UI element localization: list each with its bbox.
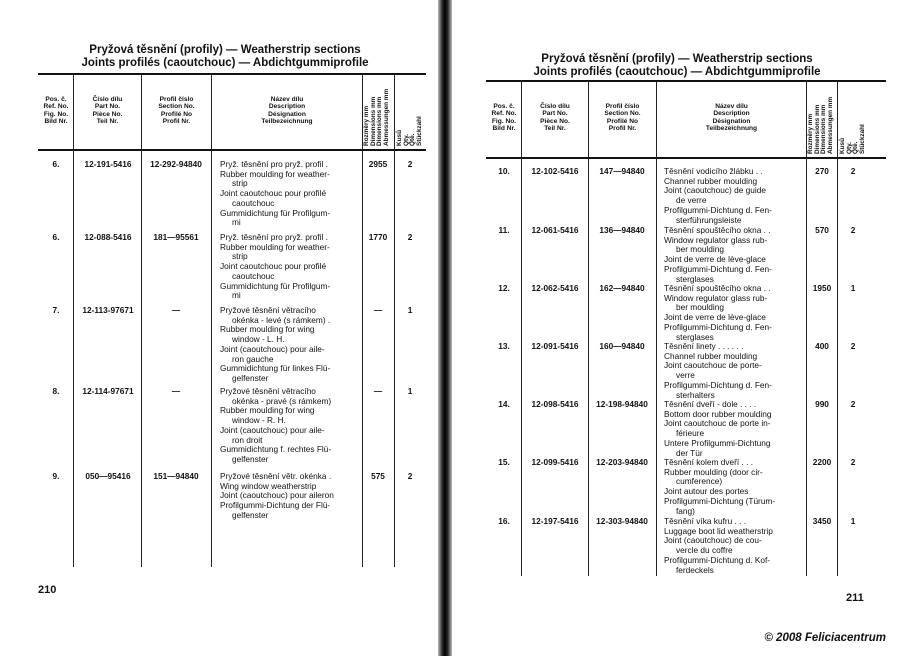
- description-line: Joint (caoutchouc) pour aile-: [220, 343, 325, 354]
- description-line: Channel rubber moulding: [664, 175, 758, 186]
- description-line: Joint caoutchouc de porte-: [664, 360, 762, 371]
- cell-pos: 7.: [52, 305, 60, 315]
- left-col-divider: [394, 75, 395, 567]
- right-header-rule: [486, 157, 886, 159]
- cell-profile: —: [171, 386, 181, 396]
- description-line: ferdeckels: [676, 564, 714, 575]
- description-line: Gummidichtung f. rechtes Flü-: [220, 444, 332, 455]
- cell-dims: 2955: [368, 159, 388, 169]
- description-line: de verre: [676, 195, 707, 206]
- description-line: gelfenster: [232, 509, 269, 520]
- right-col-divider: [656, 82, 657, 576]
- left-header-pos: Pos. č. Ref. No. Fig. No. Bild Nr.: [43, 96, 69, 125]
- cell-dims: 1770: [368, 232, 388, 242]
- part-description: [220, 233, 330, 301]
- description-line: Joint de verre de lève-glace: [664, 312, 766, 323]
- description-line: Rubber moulding for wing: [220, 405, 315, 416]
- description-line: Bottom door rubber moulding: [664, 408, 772, 419]
- description-line: Rubber moulding for weather-: [220, 241, 330, 252]
- description-line: sterführungsleiste: [676, 214, 742, 225]
- left-page: [0, 0, 438, 656]
- description-line: Rubber moulding for weather-: [220, 168, 330, 179]
- description-line: Rubber moulding for wing: [220, 324, 315, 335]
- description-line: Profilgummi-Dichtung d. Fen-: [664, 321, 772, 332]
- description-line: Joint (caoutchouc) de guide: [664, 185, 766, 196]
- description-line: ber moulding: [676, 302, 724, 313]
- left-header-rule: [38, 149, 426, 151]
- cell-dims: 575: [371, 471, 385, 481]
- part-description: [220, 160, 330, 228]
- description-line: Pryž. těsnění pro pryž. profil .: [220, 232, 328, 242]
- part-description: [220, 306, 330, 384]
- cell-qty: 2: [407, 232, 413, 242]
- cell-pos: 14.: [498, 399, 510, 409]
- cell-part: 050—95416: [85, 471, 131, 481]
- description-line: ber moulding: [676, 244, 724, 255]
- description-line: strip: [232, 178, 248, 189]
- description-line: Joint (caoutchouc) pour aile-: [220, 424, 325, 435]
- right-header-qty: Kusů Qty. Qté. Stückzahl: [839, 124, 866, 154]
- description-line: Těsnění kolem dveří . . .: [664, 457, 753, 467]
- cell-dims: 1950: [812, 283, 832, 293]
- cell-pos: 13.: [498, 341, 510, 351]
- description-line: Untere Profilgummi-Dichtung: [664, 437, 771, 448]
- description-line: Pryž. těsnění pro pryž. profil .: [220, 159, 328, 169]
- description-line: verre: [676, 370, 695, 381]
- description-line: mi: [232, 290, 241, 301]
- cell-part: 12-113-97671: [82, 305, 134, 315]
- description-line: mi: [232, 217, 241, 228]
- left-header-dims: Rozměry mm Dimensions mm Dimensions mm Abmessungen mm: [363, 88, 390, 146]
- left-header-profile: Profil číslo Section No. Profilé No Profil Nr.: [158, 96, 195, 125]
- description-line: Rubber moulding (door cir-: [664, 466, 763, 477]
- description-line: Gummidichtung für linkes Flü-: [220, 363, 331, 374]
- cell-pos: 6.: [52, 232, 60, 242]
- cell-part: 12-114-97671: [82, 386, 134, 396]
- left-col-divider: [73, 75, 74, 567]
- description-line: Joint (caoutchouc) de cou-: [664, 535, 762, 546]
- description-line: Joint (caoutchouc) pour aileron: [220, 490, 334, 501]
- part-description: [664, 517, 773, 575]
- description-line: Wing window weatherstrip: [220, 480, 317, 491]
- part-description: [664, 342, 772, 400]
- cell-profile: —: [171, 305, 181, 315]
- cell-dims: —: [373, 305, 383, 315]
- left-page-title: Pryžová těsnění (profily) — Weatherstrip sections Joints profilés (caoutchouc) — Abdichtgummiprofile: [81, 44, 369, 69]
- description-line: cumference): [676, 476, 723, 487]
- cell-qty: 2: [407, 471, 413, 481]
- description-line: sterglases: [676, 331, 714, 342]
- left-col-divider: [211, 75, 212, 567]
- part-description: [664, 400, 771, 458]
- right-header-dims: Rozměry mm Dimensions mm Dimensions mm Abmessungen mm: [807, 96, 834, 154]
- cell-profile: 12-198-94840: [596, 399, 648, 409]
- description-line: Gummidichtung für Profilgum-: [220, 280, 331, 291]
- part-description: [664, 226, 772, 284]
- description-line: vercle du coffre: [676, 545, 733, 556]
- cell-qty: 2: [850, 341, 856, 351]
- cell-dims: 3450: [812, 516, 832, 526]
- right-col-divider: [588, 82, 589, 576]
- cell-dims: 570: [815, 225, 829, 235]
- description-line: Pryžové těsnění větracího: [220, 305, 316, 315]
- cell-pos: 10.: [498, 166, 510, 176]
- right-header-profile: Profil číslo Section No. Profilé No Profil Nr.: [604, 103, 641, 132]
- cell-qty: 2: [407, 159, 413, 169]
- cell-part: 12-088-5416: [84, 232, 132, 242]
- cell-pos: 6.: [52, 159, 60, 169]
- right-page-title: Pryžová těsnění (profily) — Weatherstrip sections Joints profilés (caoutchouc) — Abdichtgummiprofile: [533, 53, 821, 78]
- cell-qty: 1: [407, 305, 413, 315]
- description-line: der Tür: [676, 447, 703, 458]
- cell-part: 12-061-5416: [531, 225, 579, 235]
- cell-pos: 16.: [498, 516, 510, 526]
- left-header-name: Název dílu Description Désignation Teilbezeichnung: [261, 96, 313, 125]
- cell-part: 12-091-5416: [531, 341, 579, 351]
- description-line: Joint caoutchouc de porte in-: [664, 418, 771, 429]
- description-line: Joint de verre de lève-glace: [664, 254, 766, 265]
- description-line: Těsnění víka kufru . . .: [664, 516, 747, 526]
- cell-pos: 12.: [498, 283, 510, 293]
- cell-pos: 9.: [52, 471, 60, 481]
- description-line: gelfenster: [232, 372, 269, 383]
- copyright-notice: © 2008 Feliciacentrum: [764, 632, 886, 644]
- cell-profile: 147—94840: [599, 166, 645, 176]
- description-line: Gummidichtung für Profilgum-: [220, 207, 331, 218]
- cell-dims: 270: [815, 166, 829, 176]
- right-col-divider: [806, 82, 807, 576]
- page-number-left: 210: [38, 584, 57, 596]
- part-description: [220, 387, 331, 465]
- description-line: strip: [232, 251, 248, 262]
- part-description: [220, 472, 334, 521]
- description-line: Joint caoutchouc pour profilé: [220, 261, 327, 272]
- description-line: Těsnění linety . . . . . .: [664, 341, 744, 351]
- description-line: Joint caoutchouc pour profilé: [220, 188, 327, 199]
- part-description: [664, 284, 772, 342]
- cell-dims: 990: [815, 399, 829, 409]
- description-line: Luggage boot lid weatherstrip: [664, 525, 773, 536]
- cell-profile: 12-303-94840: [596, 516, 648, 526]
- cell-part: 12-062-5416: [531, 283, 579, 293]
- description-line: fang): [676, 505, 695, 516]
- description-line: okénka - levé (s rámkem) .: [232, 314, 331, 325]
- cell-qty: 2: [850, 399, 856, 409]
- left-top-rule: [38, 73, 426, 75]
- description-line: ron droit: [232, 434, 263, 445]
- cell-profile: 12-203-94840: [596, 457, 648, 467]
- part-description: [664, 167, 772, 225]
- cell-pos: 8.: [52, 386, 60, 396]
- right-page: [452, 0, 900, 656]
- cell-dims: —: [373, 386, 383, 396]
- description-line: sterhalters: [676, 389, 715, 400]
- description-line: Pryžové těsnění větr. okénka .: [220, 471, 332, 481]
- description-line: caoutchouc: [232, 270, 275, 281]
- right-top-rule: [486, 80, 886, 82]
- description-line: Těsnění spouštěcího okna . .: [664, 283, 771, 293]
- part-description: [664, 458, 775, 516]
- description-line: Profilgummi-Dichtung d. Fen-: [664, 204, 772, 215]
- description-line: window - L. H.: [232, 334, 285, 345]
- description-line: caoutchouc: [232, 197, 275, 208]
- cell-qty: 2: [850, 225, 856, 235]
- description-line: ron gauche: [232, 353, 274, 364]
- left-col-divider: [362, 75, 363, 567]
- description-line: Těsnění vodicího žlábku . .: [664, 166, 763, 176]
- cell-qty: 2: [850, 457, 856, 467]
- left-header-qty: Kusů Qty. Qté. Stückzahl: [396, 116, 423, 146]
- description-line: Joint autour des portes: [664, 486, 749, 497]
- cell-dims: 2200: [812, 457, 832, 467]
- description-line: Těsnění spouštěcího okna . .: [664, 225, 771, 235]
- book-spine: [438, 0, 452, 656]
- cell-profile: 12-292-94840: [150, 159, 202, 169]
- description-line: Window regulator glass rub-: [664, 292, 768, 303]
- cell-part: 12-099-5416: [531, 457, 579, 467]
- description-line: Pryžové těsnění větracího: [220, 386, 316, 396]
- description-line: Window regulator glass rub-: [664, 234, 768, 245]
- cell-qty: 2: [850, 166, 856, 176]
- description-line: Těsnění dveří - dole . . . .: [664, 399, 757, 409]
- right-header-name: Název dílu Description Désignation Teilbezeichnung: [705, 103, 758, 132]
- cell-profile: 181—95561: [153, 232, 199, 242]
- description-line: okénka - pravé (s rámkem): [232, 395, 332, 406]
- description-line: Channel rubber moulding: [664, 350, 758, 361]
- description-line: Profilgummi-Dichtung der Flü-: [220, 500, 331, 511]
- cell-pos: 15.: [498, 457, 510, 467]
- description-line: férieure: [676, 428, 705, 439]
- cell-part: 12-098-5416: [531, 399, 579, 409]
- left-col-divider: [141, 75, 142, 567]
- description-line: Profilgummi-Dichtung d. Kof-: [664, 554, 771, 565]
- right-header-pos: Pos. č. Ref. No. Fig. No. Bild Nr.: [491, 103, 517, 132]
- right-col-divider: [521, 82, 522, 576]
- cell-qty: 1: [407, 386, 413, 396]
- cell-qty: 1: [850, 283, 856, 293]
- cell-dims: 400: [815, 341, 829, 351]
- cell-part: 12-191-5416: [84, 159, 132, 169]
- cell-profile: 160—94840: [599, 341, 645, 351]
- description-line: gelfenster: [232, 453, 269, 464]
- description-line: Profilgummi-Dichtung (Türum-: [664, 495, 776, 506]
- cell-profile: 162—94840: [599, 283, 645, 293]
- cell-pos: 11.: [498, 225, 510, 235]
- description-line: Profilgummi-Dichtung d. Fen-: [664, 263, 772, 274]
- left-header-part: Číslo dílu Part No. Pièce No. Teil Nr.: [92, 96, 123, 125]
- description-line: window - R. H.: [232, 415, 286, 426]
- cell-profile: 136—94840: [599, 225, 645, 235]
- description-line: sterglases: [676, 273, 714, 284]
- cell-qty: 1: [850, 516, 856, 526]
- cell-part: 12-102-5416: [531, 166, 579, 176]
- cell-profile: 151—94840: [153, 471, 199, 481]
- description-line: Profilgummi-Dichtung d. Fen-: [664, 379, 772, 390]
- right-col-divider: [837, 82, 838, 576]
- right-header-part: Číslo dílu Part No. Pièce No. Teil Nr.: [540, 103, 570, 132]
- cell-part: 12-197-5416: [531, 516, 579, 526]
- page-number-right: 211: [846, 592, 864, 604]
